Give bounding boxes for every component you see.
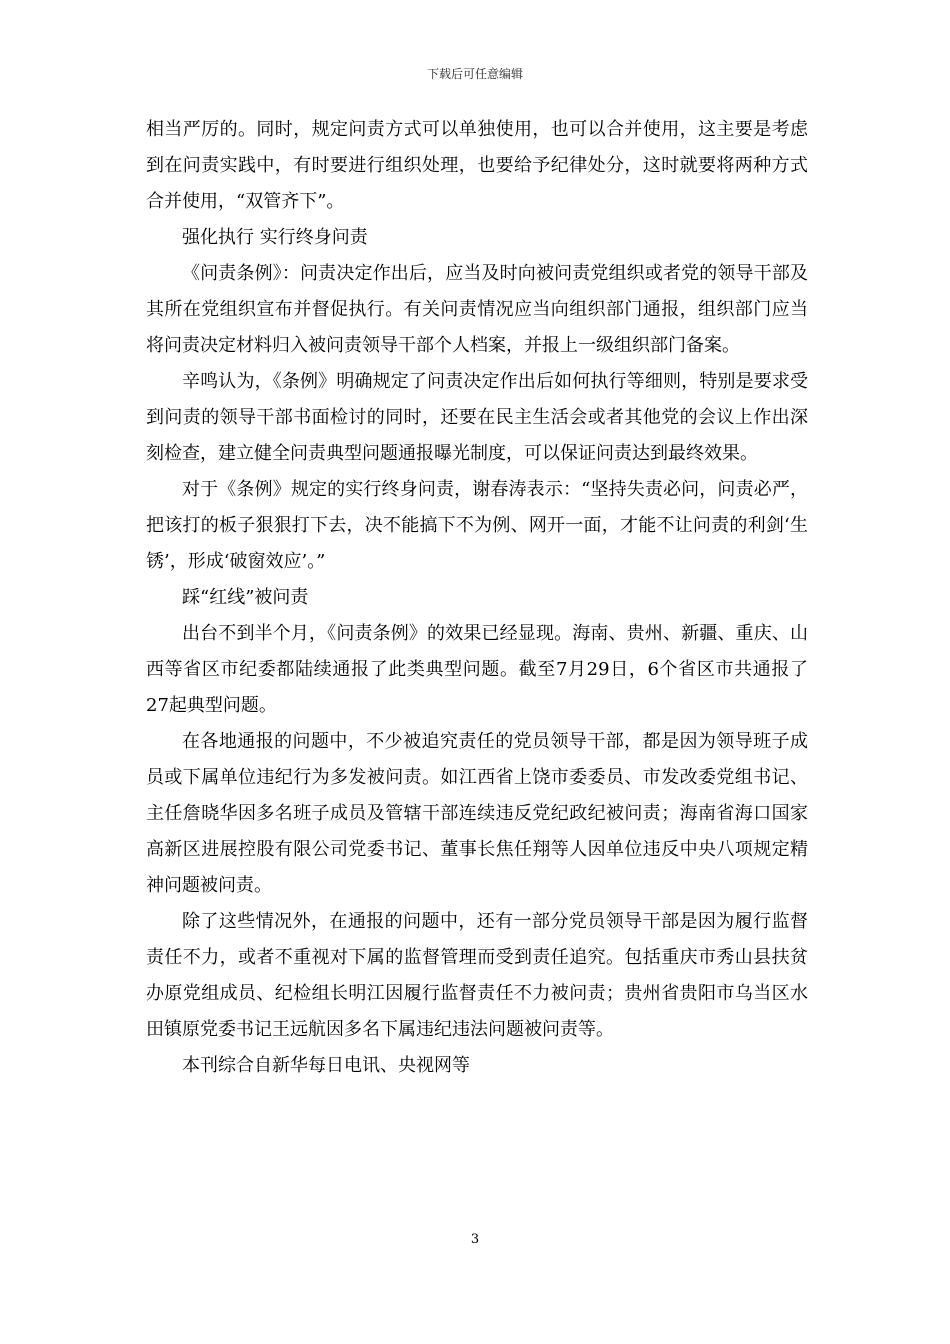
source-note: 本刊综合自新华每日电讯、央视网等	[182, 1055, 470, 1076]
page-number: 3	[470, 1232, 480, 1247]
document-body	[146, 112, 808, 1084]
paragraph: 辛鸣认为，《条例》明确规定了问责决定作出后如何执行等细则，特别是要求受到问责的领导干部书面检讨的同时，还要在民主生活会或者其他党的会议上作出深刻检查，建立健全问责典型问题通报曝光制度，可以保证问责达到最终效果。	[146, 371, 808, 464]
paragraph: 《问责条例》：问责决定作出后，应当及时向被问责党组织或者党的领导干部及其所在党组织宣布并督促执行。有关问责情况应当向组织部门通报，组织部门应当将问责决定材料归入被问责领导干部个人档案，并报上一级组织部门备案。	[146, 263, 808, 356]
paragraph: 除了这些情况外，在通报的问题中，还有一部分党员领导干部是因为履行监督责任不力，或者不重视对下属的监督管理而受到责任追究。包括重庆市秀山县扶贫办原党组成员、纪检组长明江因履行监督责任不力被问责；贵州省贵阳市乌当区水田镇原党委书记王远航因多名下属违纪违法问题被问责等。	[146, 911, 808, 1040]
paragraph: 出台不到半个月，《问责条例》的效果已经显现。海南、贵州、新疆、重庆、山西等省区市纪委都陆续通报了此类典型问题。截至7月29日，6个省区市共通报了27起典型问题。	[146, 623, 808, 716]
section-heading-red-line: 踩“红线”被问责	[182, 587, 309, 608]
paragraph-continued: 相当严厉的。同时，规定问责方式可以单独使用，也可以合并使用，这主要是考虑到在问责实践中，有时要进行组织处理，也要给予纪律处分，这时就要将两种方式合并使用，“双管齐下”。	[146, 119, 808, 212]
paragraph: 在各地通报的问题中，不少被追究责任的党员领导干部，都是因为领导班子成员或下属单位违纪行为多发被问责。如江西省上饶市委委员、市发改委党组书记、主任詹晓华因多名班子成员及管辖干部连续违反党纪政纪被问责；海南省海口国家高新区进展控股有限公司党委书记、董事长焦任翔等人因单位违反中央八项规定精神问题被问责。	[146, 731, 808, 896]
paragraph: 对于《条例》规定的实行终身问责，谢春涛表示：“坚持失责必问，问责必严，把该打的板子狠狠打下去，决不能搞下不为例、网开一面，才能不让问责的利剑‘生锈’，形成‘破窗效应’。”	[146, 479, 808, 572]
page-header: 下载后可任意编辑	[426, 67, 523, 81]
section-heading-enforcement: 强化执行 实行终身问责	[182, 227, 368, 248]
